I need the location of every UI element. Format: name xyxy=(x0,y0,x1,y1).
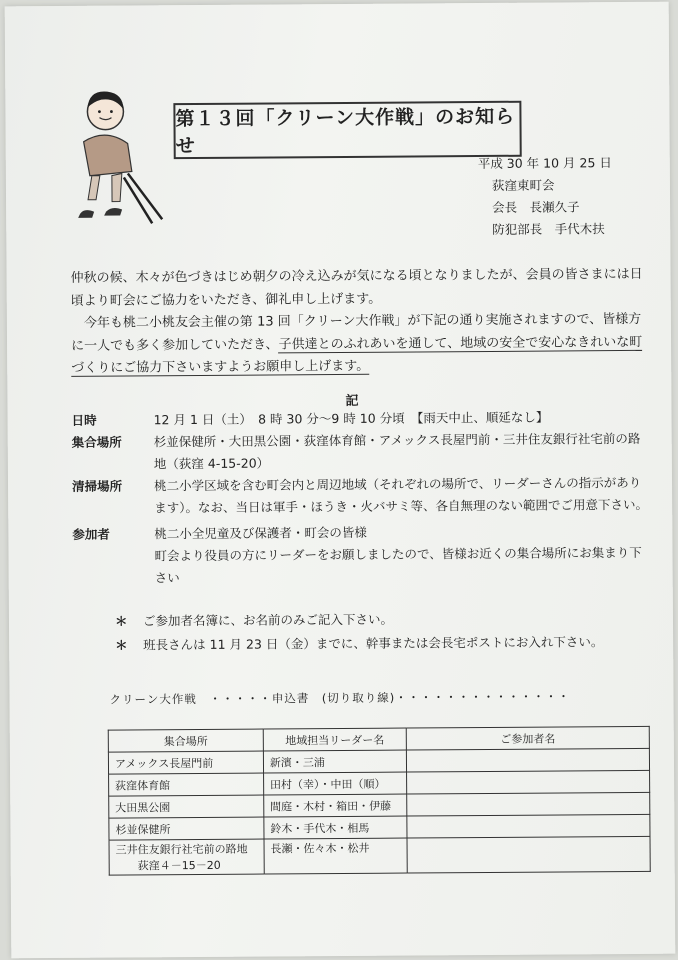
notice-body xyxy=(71,264,646,381)
note-item xyxy=(115,606,603,633)
leader-cell: 新濱・三浦 xyxy=(263,750,406,773)
note-item xyxy=(115,630,603,657)
crime-prevention-head: 防犯部長 手代木扶 xyxy=(492,221,605,237)
place-cell: 杉並保健所 xyxy=(109,817,264,840)
place-cell: 荻窪体育館 xyxy=(109,773,264,796)
note-text: 班長さんは 11 月 23 日（金）までに、幹事または会長宅ポストにお入れ下さい。 xyxy=(143,634,604,653)
header-participants: ご参加者名 xyxy=(406,726,649,750)
detail-label: 集合場所 xyxy=(71,434,122,450)
place-address: 荻窪４－15－20 xyxy=(137,858,221,873)
chairperson: 会長 長瀬久子 xyxy=(492,199,580,215)
header-meeting-place: 集合場所 xyxy=(108,729,263,752)
detail-value: 町会より役員の方にリーダーをお願しましたので、皆様お近くの集合場所にお集まり下さい xyxy=(154,544,642,586)
place-name: 三井住友銀行社宅前の路地 xyxy=(115,842,248,857)
place-cell xyxy=(109,839,264,875)
leader-cell: 田村（幸）・中田（順） xyxy=(263,772,406,795)
underlined-request: 子供達とのふれあいを通して、地域の安全で安心なきれいな町づくりにご協力下さいますようお願申し上げます。 xyxy=(71,334,643,376)
leader-cell: 間庭・木村・箱田・伊藤 xyxy=(264,794,407,817)
detail-row-participants-note xyxy=(72,542,652,590)
detail-label: 日時 xyxy=(71,412,97,428)
asterisk-icon: ＊ xyxy=(114,613,128,629)
notes-list xyxy=(115,606,604,657)
greeting-paragraph: 仲秋の候、木々が色づきはじめ朝夕の冷え込みが気になる頃となりましたが、会員の皆さまには日頃より町会にご協力をいただき、御礼申し上げます。 xyxy=(70,266,643,309)
notice-paper xyxy=(5,2,676,959)
cut-line: クリーン大作戦 ・・・・・申込書 (切り取り線)・・・・・・・・・・・・・・ xyxy=(109,689,571,707)
detail-label: 清掃場所 xyxy=(71,478,123,494)
issuer-block xyxy=(477,152,613,241)
detail-value: 桃二小学区域を含む町会内と周辺地域（それぞれの場所で、リーダーさんの指示があります）。なお、当日は軍手・ほうき・火バサミ等、各自無理のない範囲でご用意下さい。 xyxy=(153,474,648,516)
ki-heading: 記 xyxy=(345,393,359,409)
participant-name-cell[interactable] xyxy=(407,836,650,873)
detail-label: 参加者 xyxy=(72,526,110,542)
place-cell: 大田黒公園 xyxy=(109,795,264,818)
event-paragraph: 今年も桃二小桃友会主催の第 13 回「クリーン大作戦」が下記の通り実施されますので、皆様方に一人でも多く参加していただき、子供達とのふれあいを通して、地域の安全で安心なきれいな町づくりにご協力下さいますようお願申し上げます。 xyxy=(71,311,643,376)
event-details xyxy=(72,406,653,590)
leader-cell: 長瀬・佐々木・松井 xyxy=(264,838,407,874)
detail-value: 桃二小全児童及び保護者・町会の皆様 xyxy=(154,524,367,542)
place-cell: アメックス長屋門前 xyxy=(108,751,263,774)
participant-name-cell[interactable] xyxy=(407,814,650,838)
detail-row-cleaning-area xyxy=(72,472,652,520)
leader-cell: 鈴木・手代木・相馬 xyxy=(264,816,407,839)
note-text: ご参加者名簿に、お名前のみご記入下さい。 xyxy=(142,611,394,629)
participant-name-cell[interactable] xyxy=(407,792,650,816)
header-leader: 地域担当リーダー名 xyxy=(263,728,406,751)
child-sweeping-illustration xyxy=(65,79,176,230)
issue-date: 平成 30 年 10 月 25 日 xyxy=(477,155,612,172)
registration-form-table xyxy=(108,726,651,876)
notice-title: 第１３回「クリーン大作戦」のお知らせ xyxy=(173,101,521,159)
table-row xyxy=(109,836,650,875)
detail-value: 12 月 1 日（土） 8 時 30 分～9 時 10 分頃 【雨天中止、順延なし】 xyxy=(153,409,549,428)
participant-name-cell[interactable] xyxy=(406,748,649,772)
detail-value: 杉並保健所・大田黒公園・荻窪体育館・アメックス長屋門前・三井住友銀行社宅前の路地（荻窪 4-15-20） xyxy=(153,430,641,472)
organization-name: 荻窪東町会 xyxy=(491,177,555,193)
detail-row-meeting-place xyxy=(72,428,652,476)
participant-name-cell[interactable] xyxy=(407,770,650,794)
detail-label xyxy=(72,545,154,590)
asterisk-icon: ＊ xyxy=(115,637,128,653)
